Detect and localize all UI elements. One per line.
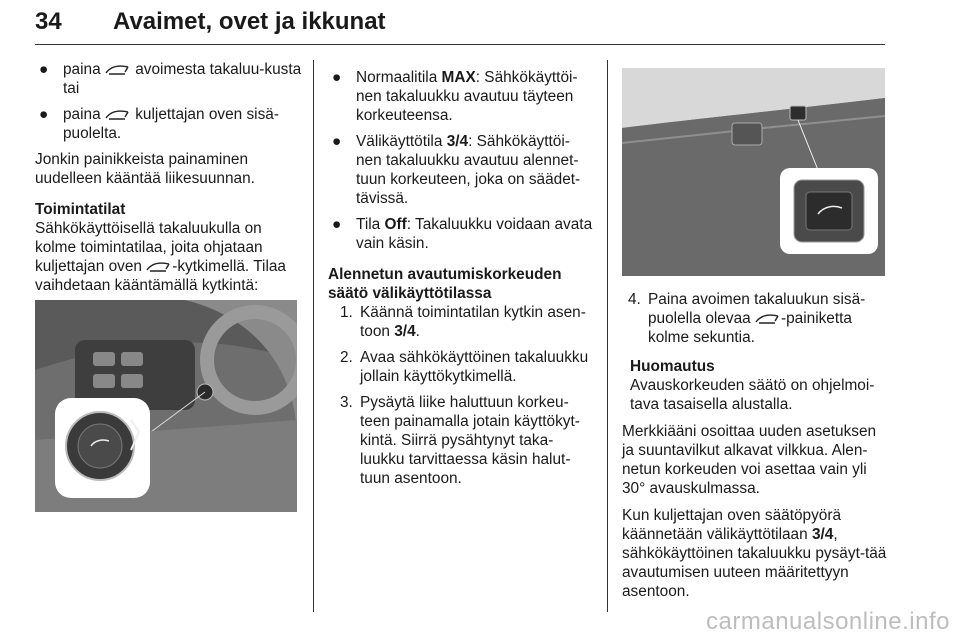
list-item: 3. Pysäytä liike haluttuun korkeu-teen painamalla jotain käyttökyt-kintä. Siirrä pysähtynyt taka-luukku tarvittaessa käsin halut-tuun asentoon. <box>340 394 580 487</box>
paragraph: Kun kuljettajan oven säätöpyörä käännetään välikäyttötilaan 3/4, sähkökäyttöinen takaluukku pysäyt-tää avautumisen uuteen määritettyyn asentoon. <box>622 507 887 600</box>
page-header <box>35 4 885 45</box>
bullet-icon: ● <box>332 133 342 150</box>
bullet-icon: ● <box>332 69 342 86</box>
tailgate-icon <box>105 64 131 76</box>
list-item: 2. Avaa sähkökäyttöinen takaluukku jollain käyttökytkimellä. <box>340 349 589 385</box>
tailgate-icon <box>755 313 781 325</box>
list-item: 4. Paina avoimen takaluukun sisä-puolella olevaa -painiketta kolme sekuntia. <box>628 291 866 346</box>
page-number: 34 <box>35 8 62 35</box>
column-2 <box>328 68 593 495</box>
column-divider <box>313 60 314 612</box>
tailgate-button-illustration <box>622 68 885 276</box>
paragraph: Sähkökäyttöisellä takaluukulla on kolme toimintatilaa, joita ohjataan kuljettajan oven -kytkimellä. Tilaa vaihdetaan kääntämällä kytkintä: <box>35 220 286 294</box>
column-1 <box>35 60 303 303</box>
note-text: Avauskorkeuden säätö on ohjelmoi-tava tasaisella alustalla. <box>630 377 875 413</box>
list-item: ● paina kuljettajan oven sisä-puolelta. <box>39 106 279 142</box>
list-item: ● Tila Off: Takaluukku voidaan avata vain käsin. <box>332 216 593 252</box>
paragraph: Merkkiääni osoittaa uuden asetuksen ja suuntavilkut alkavat vilkkua. Alen-netun korkeuden voi asettaa vain yli 30° avauskulmassa. <box>622 423 877 497</box>
tailgate-icon <box>105 109 131 121</box>
note-box <box>630 357 888 414</box>
list-item: ● Välikäyttötila 3/4: Sähkökäyttöi-nen takaluukku avautuu alennet-tuun korkeuteen, joka on säädet-tävissä. <box>332 133 581 207</box>
bullet-icon: ● <box>39 61 49 78</box>
bullet-icon: ● <box>39 106 49 123</box>
list-item: ● Normaalitila MAX: Sähkökäyttöi-nen takaluukku avautuu täyteen korkeuteensa. <box>332 69 578 124</box>
watermark: carmanualsonline.info <box>706 608 950 635</box>
note-title: Huomautus <box>630 358 715 375</box>
list-item: 1. Käännä toimintatilan kytkin asen-toon 3/4. <box>340 304 586 340</box>
list-item: ● paina avoimesta takaluu-kusta tai <box>39 61 302 97</box>
column-divider <box>607 60 608 612</box>
column-3 <box>622 290 888 609</box>
section-heading: Alennetun avautumiskorkeuden säätö välikäyttötilassa <box>328 266 562 302</box>
door-switch-illustration <box>35 300 297 512</box>
section-heading: Toimintatilat <box>35 201 126 218</box>
bullet-icon: ● <box>332 216 342 233</box>
paragraph: Jonkin painikkeista painaminen uudelleen kääntää liikesuunnan. <box>35 151 255 187</box>
chapter-title: Avaimet, ovet ja ikkunat <box>113 8 386 35</box>
tailgate-icon <box>146 261 172 273</box>
